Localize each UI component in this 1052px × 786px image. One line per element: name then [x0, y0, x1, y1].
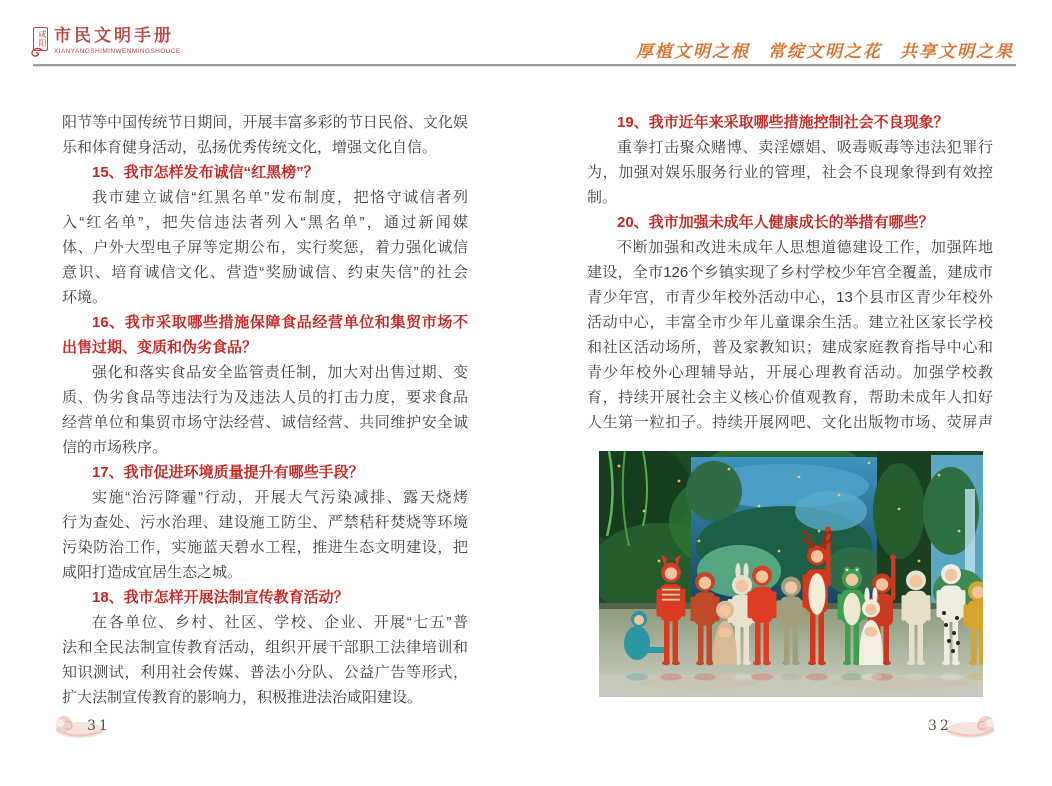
header-slogan [618, 37, 1014, 62]
answer-line: 体、户外大型电子屏等定期公布，实行奖惩，着力强化诚信 [62, 239, 468, 256]
question-line: 20、我市加强未成年人健康成长的举措有哪些？ [617, 214, 934, 231]
slogan-part: 厚植文明之根 [636, 42, 750, 62]
stage-photo-illustration [599, 451, 983, 697]
answer-line: 信的市场秩序。 [62, 439, 168, 456]
header-divider-shadow [33, 66, 1016, 67]
answer-line: 重拳打击聚众赌博、卖淫嫖娼、吸毒贩毒等违法犯罪行 [617, 139, 993, 156]
answer-line: 质、伪劣食品等违法行为及违法人员的打击力度，要求食品 [62, 389, 468, 406]
qa-answer [62, 110, 468, 160]
question-line: 18、我市怎样开展法制宣传教育活动？ [92, 589, 349, 606]
qa-answer [587, 135, 993, 210]
page-number-left: 31 [87, 718, 111, 734]
question-line: 17、我市促进环境质量提升有哪些手段？ [92, 464, 364, 481]
qa-question [62, 310, 468, 360]
qa-answer [587, 235, 993, 435]
slogan-part: 常绽文明之花 [768, 42, 882, 62]
question-line: 15、我市怎样发布诚信“红黑榜”？ [92, 164, 319, 181]
slogan-part: 共享文明之果 [900, 42, 1014, 62]
seal-characters: 咸阳 [33, 27, 48, 51]
answer-line: 不断加强和改进未成年人思想道德建设工作，加强阵地 [617, 239, 993, 256]
answer-line: 人生第一粒扣子。持续开展网吧、文化出版物市场、荧屏声 [587, 414, 993, 431]
city-seal-icon [30, 26, 48, 60]
answer-line: 育，持续开展社会主义核心价值观教育，帮助未成年人扣好 [587, 389, 993, 406]
question-line: 出售过期、变质和伪劣食品？ [62, 339, 258, 356]
answer-line: 法和全民法制宣传教育活动，组织开展干部职工法律培训和 [62, 639, 468, 656]
footer-right [916, 710, 1006, 746]
answer-line: 咸阳打造成宜居生态之城。 [62, 564, 243, 581]
answer-line: 乐和体育健身活动，弘扬优秀传统文化，增强文化自信。 [62, 139, 438, 156]
seal-flourish-icon [30, 47, 44, 59]
answer-line: 入“红名单”，把失信违法者列入“黑名单”，通过新闻媒 [62, 214, 468, 231]
qa-question [587, 210, 993, 235]
answer-line: 经营单位和集贸市场守法经营、诚信经营、共同维护安全诚 [62, 414, 468, 431]
answer-line: 和社区活动场所，普及家教知识；建成家庭教育指导中心和 [587, 339, 993, 356]
answer-line: 知识测试，利用社会传媒、普法小分队、公益广告等形式， [62, 664, 468, 681]
qa-question [62, 460, 468, 485]
header-logo [30, 26, 181, 60]
answer-line: 污染防治工作，实施蓝天碧水工程，推进生态文明建设，把 [62, 539, 468, 556]
stage-performance-photo [599, 451, 983, 697]
qa-answer [62, 185, 468, 310]
left-column [62, 110, 468, 710]
answer-line: 环境。 [62, 289, 108, 306]
answer-line: 我市建立诚信“红黑名单”发布制度，把恪守诚信者列 [92, 189, 468, 206]
page-number-right: 32 [928, 718, 952, 734]
answer-line: 行为查处、污水治理、建设施工防尘、严禁秸秆焚烧等环境 [62, 514, 468, 531]
qa-question [62, 585, 468, 610]
answer-line: 青少年校外心理辅导站，开展心理教育活动。加强学校教 [587, 364, 993, 381]
answer-line: 强化和落实食品安全监管责任制，加大对出售过期、变 [92, 364, 468, 381]
right-column [587, 110, 993, 435]
qa-answer [62, 610, 468, 710]
qa-question [62, 160, 468, 185]
qa-answer [62, 360, 468, 460]
answer-line: 制。 [587, 189, 618, 206]
footer-left [50, 710, 130, 746]
answer-line: 为，加强对娱乐服务行业的管理，社会不良现象得到有效控 [587, 164, 993, 181]
answer-line: 在各单位、乡村、社区、学校、企业、开展“七五”普 [92, 614, 468, 631]
answer-line: 实施“治污降霾”行动，开展大气污染减排、露天烧烤 [92, 489, 468, 506]
answer-line: 活动中心，丰富全市少年儿童课余生活。建立社区家长学校 [587, 314, 993, 331]
logo-title: 市民文明手册 [54, 26, 174, 46]
logo-subtitle: XIANYANGSHIMINWENMINGSHOUCE [54, 48, 181, 55]
cloud-ornament-icon [944, 713, 1000, 741]
answer-line: 阳节等中国传统节日期间，开展丰富多彩的节日民俗、文化娱 [62, 114, 468, 131]
qa-question [587, 110, 993, 135]
qa-answer [62, 485, 468, 585]
answer-line: 扩大法制宣传教育的影响力，积极推进法治咸阳建设。 [62, 689, 423, 706]
question-line: 16、我市采取哪些措施保障食品经营单位和集贸市场不 [92, 314, 468, 331]
answer-line: 建设，全市126个乡镇实现了乡村学校少年宫全覆盖，建成市 [587, 264, 993, 281]
answer-line: 青少年宫，市青少年校外活动中心，13个县市区青少年校外 [587, 289, 993, 306]
question-line: 19、我市近年来采取哪些措施控制社会不良现象？ [617, 114, 949, 131]
answer-line: 意识、培育诚信文化、营造“奖励诚信、约束失信”的社会 [62, 264, 468, 281]
